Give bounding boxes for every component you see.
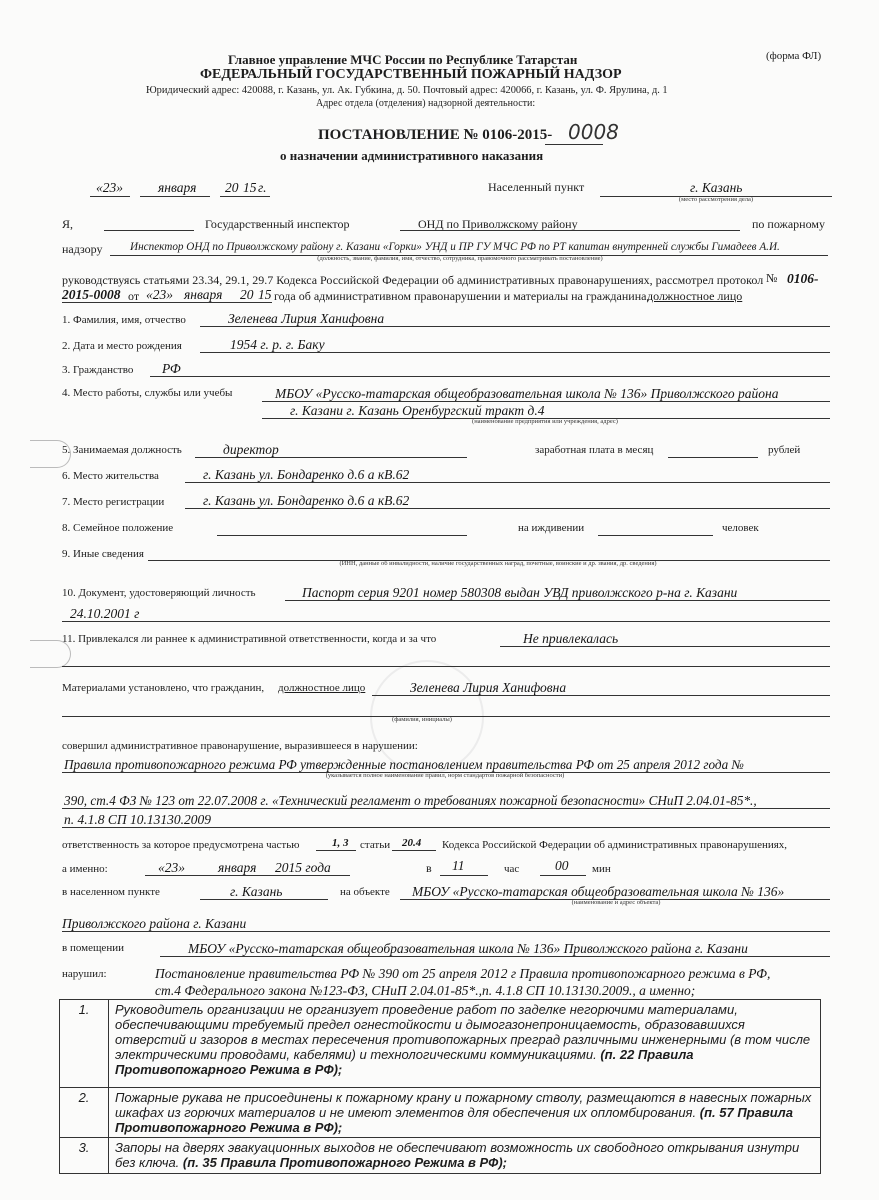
field-2-label: 2. Дата и место рождения [62,340,182,352]
field-11-value: Не привлекалась [523,631,619,646]
ya-label: Я, [62,217,74,231]
fire-label: по пожарному [752,217,825,231]
field-4-value-2: г. Казани г. Казань Оренбургский тракт д.4 [290,403,545,418]
event-year: 2015 года [275,860,331,875]
date-month: января [158,180,197,195]
place-value: г. Казань [690,180,743,195]
materials-text: Материалами установлено, что гражданин, [62,682,265,694]
violation-ref: (п. 57 Правила Противопожарного Режима в РФ); [115,1105,793,1135]
inspector-caption: (должность, звание, фамилия, имя, отчество, сотрудника, правомочного рассматривать постановление) [317,255,603,262]
table-row [60,1138,821,1174]
event-hour: 11 [452,858,465,873]
violation-number: 1. [60,1000,109,1088]
object-caption: (наименование и адрес объекта) [571,899,661,906]
field-2-value: 1954 г. р. г. Баку [230,337,325,352]
field-10-value-2: 24.10.2001 г [70,606,140,621]
inspector-label: Государственный инспектор [205,217,350,231]
room-value: МБОУ «Русско-татарская общеобразовательная школа № 136» Приволжского района г. Казани [188,941,748,956]
violation-ref: (п. 22 Правила Противопожарного Режима в РФ); [115,1047,694,1077]
field-9-label: 9. Иные сведения [62,548,144,560]
field-1-label: 1. Фамилия, имя, отчество [62,314,186,326]
protocol-day: «23» [146,287,173,302]
rules-line-3: п. 4.1.8 СП 10.13130.2009 [64,812,212,827]
field-11-label: 11. Привлекался ли раннее к административной ответственности, когда и за что [62,633,437,645]
dept-address-label: Адрес отдела (отделения) надзорной деятельности: [316,98,536,109]
event-min-label: мин [592,863,611,875]
protocol-num-b: 2015-0008 [62,287,121,302]
rules-caption: (указывается полное наименование правил, норм стандартов пожарной безопасности) [325,772,565,779]
field-6-label: 6. Место жительства [62,470,159,482]
rules-line-2: 390, ст.4 ФЗ № 123 от 22.07.2008 г. «Технический регламент о требованиях пожарной безопасности» СНиП 2.04.01-85*., [64,793,757,808]
violation-cell [109,1088,821,1138]
table-row [60,1000,821,1088]
form-label: (форма ФЛ) [766,50,822,62]
field-4-caption: (наименование предприятия или учреждения, адрес) [472,418,618,425]
field-3-value: РФ [162,361,181,376]
service-name: ФЕДЕРАЛЬНЫЙ ГОСУДАРСТВЕННЫЙ ПОЖАРНЫЙ НАДЗОР [200,67,622,82]
table-row [60,1088,821,1138]
nadzor-label: надзору [62,242,103,256]
field-4-value-1: МБОУ «Русско-татарская общеобразовательная школа № 136» Приволжского района [275,386,779,401]
violated-label: нарушил: [62,968,107,980]
violation-text: Запоры на дверях эвакуационных выходов не обеспечивают возможность их свободного открывания изнутри без ключа. [115,1140,800,1170]
persons-label: человек [722,522,759,534]
date-year-prefix: 20 [225,180,239,195]
rules-line-1: Правила противопожарного режима РФ утвержденные постановлением правительства РФ от 25 апреля 2012 года № [64,757,744,772]
field-9-caption: (ИНН, данные об инвалидности, наличие государственных наград, почетные, воинские и др. звания, др. сведения) [339,560,657,567]
violation-number: 2. [60,1088,109,1138]
date-year: 15 [243,180,257,195]
event-month: января [218,860,257,875]
field-5-label: 5. Занимаемая должность [62,444,182,456]
field-3-label: 3. Гражданство [62,364,134,376]
violated-line-1: Постановление правительства РФ № 390 от 25 апреля 2012 г Правила противопожарного режима в РФ, [155,966,771,981]
decree-subtitle: о назначении административного наказания [280,148,544,163]
decree-title: ПОСТАНОВЛЕНИЕ № 0106-2015- [318,127,553,143]
object-label: на объекте [340,886,390,898]
liability-text-1: ответственность за которое предусмотрена частью [62,839,300,851]
protocol-month: января [184,287,223,302]
guided-text-3: должностное лицо [647,289,743,303]
dependents-label: на иждивении [518,522,585,534]
materials-caption: (фамилия, инициалы) [392,716,452,723]
field-4-label: 4. Место работы, службы или учебы [62,387,233,399]
settlement-value: г. Казань [230,884,283,899]
violation-cell [109,1000,821,1088]
field-5-value: директор [223,442,279,457]
committed-text: совершил административное правонарушение, выразившееся в нарушении: [62,740,418,752]
org-name: Главное управление МЧС России по Республике Татарстан [228,52,578,67]
room-label: в помещении [62,942,124,954]
ot-label: от [128,289,140,303]
decree-number-line [545,144,603,145]
date-year-suffix: г. [258,180,267,195]
violation-cell [109,1138,821,1174]
protocol-y20: 20 [240,287,254,302]
event-min: 00 [555,858,569,873]
decree-number-handwritten: 0008 [568,120,619,144]
date-day: «23» [96,180,123,195]
event-hour-label: час [504,863,520,875]
guided-text-1: руководствуясь статьями 23.34, 29.1, 29.7 Кодекса Российской Федерации об административных правонарушениях, рассмотрел протокол [62,273,764,287]
salary-label: заработная плата в месяц [535,444,654,456]
liability-part: 1, 3 [332,837,349,849]
liability-stati: статьи [360,839,391,851]
event-day: «23» [158,860,185,875]
guided-text-2: года об административном правонарушении и материалы на гражданина, [274,289,650,303]
materials-name: Зеленева Лирия Ханифовна [410,680,567,695]
field-7-value: г. Казань ул. Бондаренко д.6 а кВ.62 [203,493,410,508]
violation-number: 3. [60,1138,109,1174]
violations-table [59,999,821,1174]
violation-text: Пожарные рукава не присоединены к пожарному крану и пожарному стволу, размещаются в навесных пожарных шкафах из горючих материалов и не имеют элементов для обеспечения их опломбирования. [115,1090,812,1120]
place-label: Населенный пункт [488,180,585,194]
inspector-dept: ОНД по Приволжскому району [418,217,578,231]
legal-address: Юридический адрес: 420088, г. Казань, ул. Ак. Губкина, д. 50. Почтовый адрес: 420066, г. Казань, ул. Ф. Ярулина, д. 1 [146,85,668,96]
protocol-no-sign: № [766,271,778,285]
field-10-value-1: Паспорт серия 9201 номер 580308 выдан УВД приволжского р-на г. Казани [302,585,738,600]
field-8-label: 8. Семейное положение [62,522,174,534]
violation-text: Руководитель организации не организует проведение работ по заделке негорючими материалами, обеспечивающими требуемый предел огнестойкости и дымогазонепроницаемость, образовавшихся отверстий и зазоров в местах пересечения противопожарных преград различными инженерными (в том числе электрическими проводами, кабелями) и технологическими коммуникациями. [115,1002,811,1062]
event-v: в [426,861,432,875]
rub-label: рублей [768,444,801,456]
violated-line-2: ст.4 Федерального закона №123-ФЗ, СНиП 2.04.01-85*.,п. 4.1.8 СП 10.13130.2009., а именно; [155,983,696,998]
namely-label: а именно: [62,863,108,875]
field-7-label: 7. Место регистрации [62,496,165,508]
protocol-num-a: 0106- [787,271,819,286]
object-value-2: Приволжского района г. Казани [62,916,247,931]
field-1-value: Зеленева Лирия Ханифовна [228,311,385,326]
field-10-label: 10. Документ, удостоверяющий личность [62,587,256,599]
materials-text-underlined: должностное лицо [278,682,366,694]
field-6-value: г. Казань ул. Бондаренко д.6 а кВ.62 [203,467,410,482]
object-value: МБОУ «Русско-татарская общеобразовательная школа № 136» [412,884,785,899]
liability-text-2: Кодекса Российской Федерации об административных правонарушениях, [442,839,788,851]
liability-article: 20.4 [402,837,422,849]
place-caption: (место рассмотрения дела) [678,196,754,203]
violation-ref: (п. 35 Правила Противопожарного Режима в РФ); [182,1155,507,1170]
protocol-y15: 15 [258,287,272,302]
settlement-label: в населенном пункте [62,886,160,898]
inspector-name: Инспектор ОНД по Приволжскому району г. Казани «Горки» УНД и ПР ГУ МЧС РФ по РТ капитан внутренней службы Гимадеев А.И. [130,241,780,253]
